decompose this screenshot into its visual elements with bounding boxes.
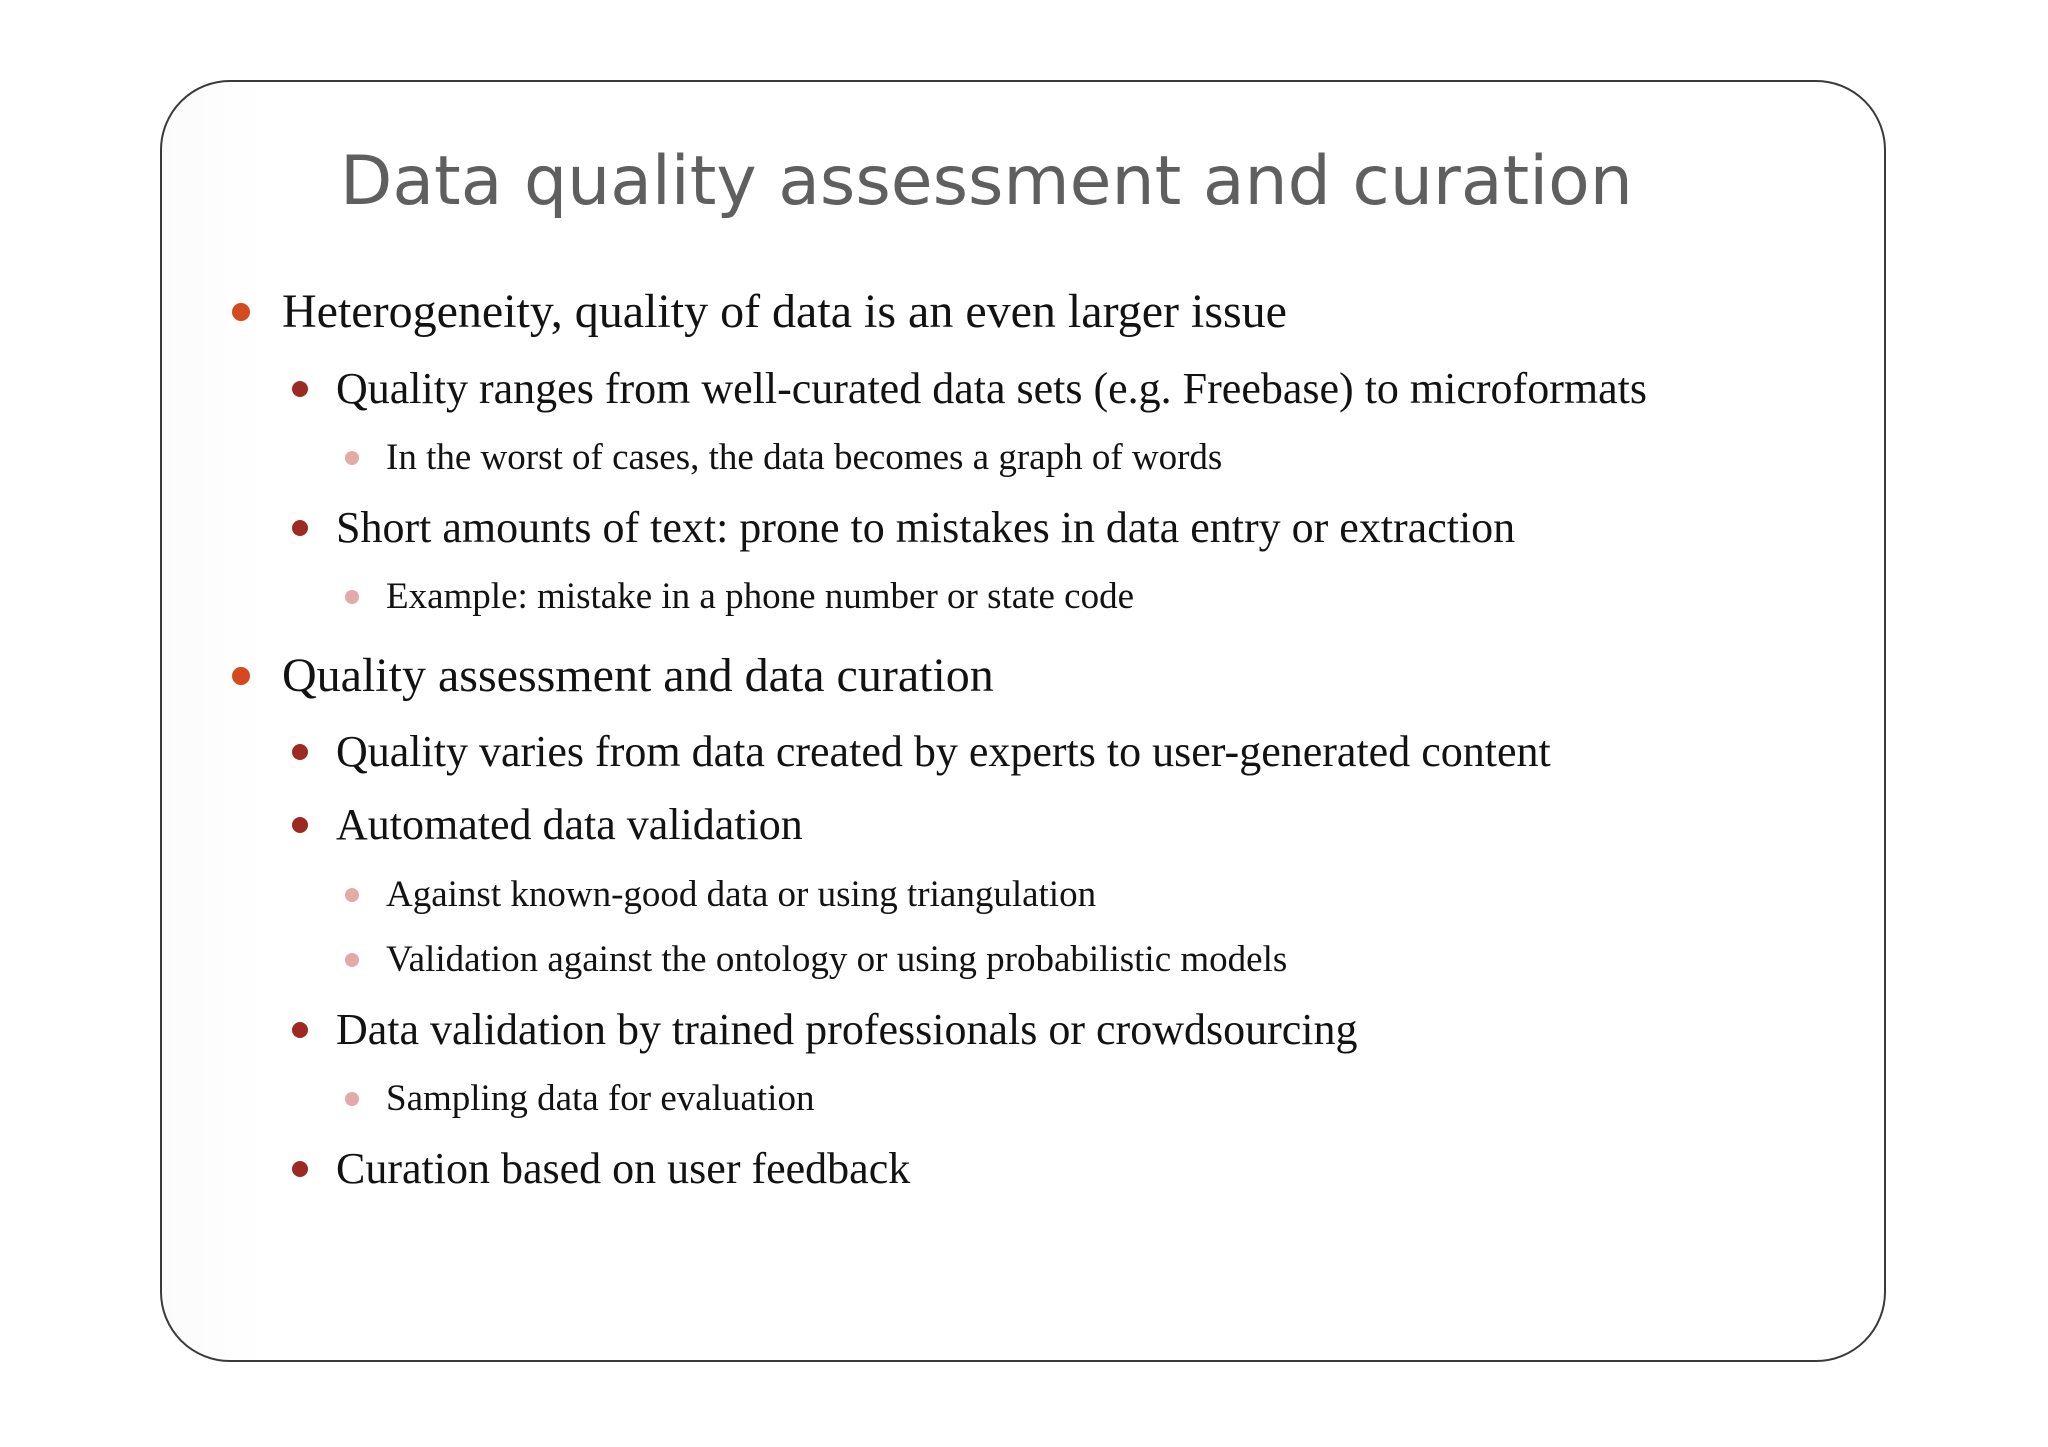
bullet-dot-icon (232, 303, 250, 321)
bullet-text: Data validation by trained professionals or crowdsourcing (336, 1005, 1358, 1054)
bullet-dot-icon (292, 817, 308, 833)
bullet-text: Automated data validation (336, 800, 803, 849)
bullet-level-3 (345, 870, 1096, 920)
bullet-level-2 (292, 724, 1551, 780)
bullet-level-3 (345, 935, 1287, 985)
bullet-level-2 (292, 500, 1515, 556)
bullet-text: Against known-good data or using triangulation (386, 874, 1097, 915)
bullet-text: Curation based on user feedback (336, 1144, 911, 1193)
slide-title: Data quality assessment and curation (340, 142, 1633, 221)
bullet-dot-icon (292, 1022, 308, 1038)
bullet-level-1 (232, 646, 994, 706)
bullet-dot-icon (292, 744, 308, 760)
bullet-text: Example: mistake in a phone number or state code (386, 576, 1134, 617)
bullet-dot-icon (345, 888, 359, 902)
bullet-dot-icon (232, 667, 250, 685)
bullet-dot-icon (292, 520, 308, 536)
bullet-text: Sampling data for evaluation (386, 1078, 815, 1119)
bullet-level-2 (292, 1002, 1358, 1058)
bullet-dot-icon (345, 953, 359, 967)
bullet-level-3 (345, 1074, 814, 1124)
bullet-level-3 (345, 433, 1222, 483)
bullet-text: Quality varies from data created by experts to user-generated content (336, 727, 1551, 776)
bullet-dot-icon (345, 590, 359, 604)
bullet-text: Validation against the ontology or using probabilistic models (386, 939, 1288, 980)
bullet-text: Quality assessment and data curation (282, 649, 994, 702)
bullet-level-2 (292, 361, 1647, 417)
bullet-dot-icon (292, 381, 308, 397)
bullet-level-2 (292, 797, 803, 853)
bullet-text: Quality ranges from well-curated data sets (e.g. Freebase) to microformats (336, 364, 1647, 413)
bullet-level-1 (232, 282, 1287, 342)
bullet-level-2 (292, 1141, 910, 1197)
bullet-dot-icon (292, 1161, 308, 1177)
bullet-level-3 (345, 572, 1134, 622)
bullet-text: Heterogeneity, quality of data is an even larger issue (282, 285, 1287, 338)
bullet-dot-icon (345, 451, 359, 465)
bullet-text: Short amounts of text: prone to mistakes in data entry or extraction (336, 503, 1516, 552)
bullet-dot-icon (345, 1092, 359, 1106)
bullet-text: In the worst of cases, the data becomes a graph of words (386, 437, 1223, 478)
